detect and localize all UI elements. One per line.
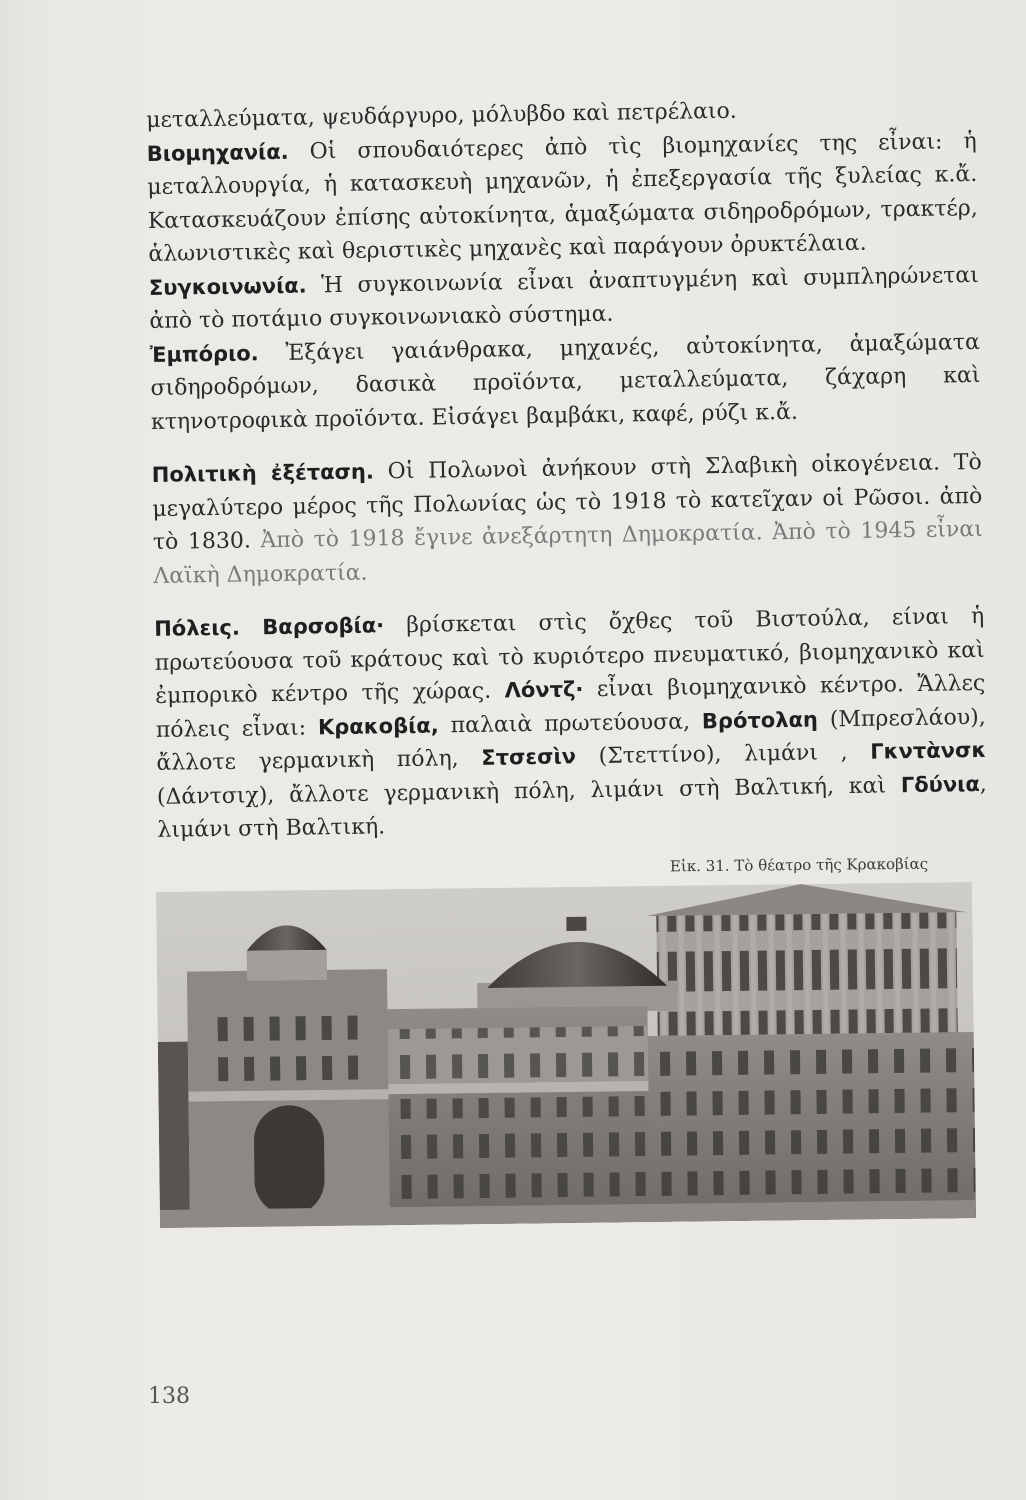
paragraph-cities xyxy=(154,600,988,848)
paragraph-industry xyxy=(147,124,979,271)
paragraph-text: , λιμάνι στὴ Βαλτική. xyxy=(157,771,987,843)
city-warsaw: Βαρσοβία· xyxy=(239,613,385,640)
paragraph-trade xyxy=(150,325,981,439)
paragraph-text: Ἐξάγει γαιάνθρακα, μηχανές, αὐτοκίνητα, ἁμαξώματα σιδηροδρόμων, δασικὰ προϊόντα, μεταλλεύματα, ζάχαρη καὶ κτηνοτροφικὰ προϊόντα. Εἰσάγει βαμβάκι, καφέ, ρύζι κ.ἄ. xyxy=(150,329,981,435)
paragraph-text: (Στεττίνο), λιμάνι , xyxy=(575,739,871,770)
figure-caption: Εἰκ. 31. Τὸ θέατρο τῆς Κρακοβίας xyxy=(669,854,929,876)
paragraph-text-faded: Ἀπὸ τὸ 1918 ἔγινε ἀνεξάρτητη Δημοκρατία. Ἀπὸ τὸ 1945 εἶναι Λαϊκὴ Δημοκρατία. xyxy=(153,516,983,589)
heading-transport: Συγκοινωνία. xyxy=(148,273,307,300)
page-number: 138 xyxy=(148,1384,190,1409)
paragraph-text: βρίσκεται στὶς ὄχθες τοῦ Βιστούλα, είναι ἡ πρωτεύουσα τοῦ κράτους καὶ τὸ κυριότερο πνευματικό, βιομηχανικὸ καὶ ἐμπορικὸ κέντρο τῆς χώρας. xyxy=(154,603,985,709)
paragraph-text: μεταλλεύματα, ψευδάργυρο, μόλυβδο καὶ πετρέλαιο. xyxy=(146,98,737,133)
paragraph-text: παλαιὰ πρωτεύουσα, xyxy=(438,708,703,738)
heading-industry: Βιομηχανία. xyxy=(146,139,289,166)
photo-right-wing xyxy=(636,882,976,1222)
paragraph-text: (Δάντσιχ), ἄλλοτε γερμανικὴ πόλη, λιμάνι στὴ Βαλτική, καὶ xyxy=(156,772,902,810)
paragraph-text: (Μπρεσλάου), ἄλλοτε γερμανικὴ πόλη, xyxy=(156,704,986,776)
heading-politics: Πολιτικὴ ἐξέταση. xyxy=(151,459,375,487)
krakow-theatre-photo xyxy=(156,882,976,1228)
city-gdansk: Γκντὰνσκ xyxy=(870,737,987,764)
paragraph-text: Ἡ συγκοινωνία εἶναι ἀναπτυγμένη καὶ συμπληρώνεται ἀπὸ τὸ ποτάμιο συγκοινωνιακὸ σύστημα. xyxy=(149,262,979,334)
paragraph-politics xyxy=(152,446,984,593)
photo-center-body xyxy=(377,1006,650,1225)
paragraph-text: Οἱ Πολωνοὶ ἀνήκουν στὴ Σλαβικὴ οἰκογένεια. Τὸ μεγαλύτερο μέρος τῆς Πολωνίας ὡς τὸ 1918 τὸ κατεῖχαν οἱ Ρῶσοι. ἀπὸ τὸ 1830. xyxy=(152,449,983,555)
city-lodz: Λόντζ· xyxy=(504,677,584,703)
city-szczecin: Στσεσὶν xyxy=(481,744,577,770)
paragraph-text: εἶναι βιομηχανικὸ κέντρο. Ἄλλες πόλεις εἶναι: xyxy=(155,670,986,743)
photo-tree-left xyxy=(158,1042,190,1228)
body-text xyxy=(146,91,988,847)
city-gdynia: Γδύνια xyxy=(900,771,980,797)
paragraph-text: Οἱ σπουδαιότερες ἀπὸ τὶς βιομηχανίες της εἶναι: ἡ μεταλλουργία, ἡ κατασκευὴ μηχανῶν, ἡ ἐπεξεργασία τῆς ξυλείας κ.ἄ. Κατασκευάζουν ἐπίσης αὐτοκίνητα, ἁμαξώματα σιδηροδρόμων, τρακτέρ, ἁλωνιστικὲς καὶ θεριστικὲς μηχανὲς καὶ παράγουν ὀρυκτέλαια. xyxy=(147,128,978,267)
city-krakow: Κρακοβία, xyxy=(317,712,439,739)
heading-trade: Ἐμπόριο. xyxy=(149,340,259,367)
heading-cities: Πόλεις. xyxy=(154,615,241,641)
city-wroclaw: Βρότολαη xyxy=(701,707,819,733)
